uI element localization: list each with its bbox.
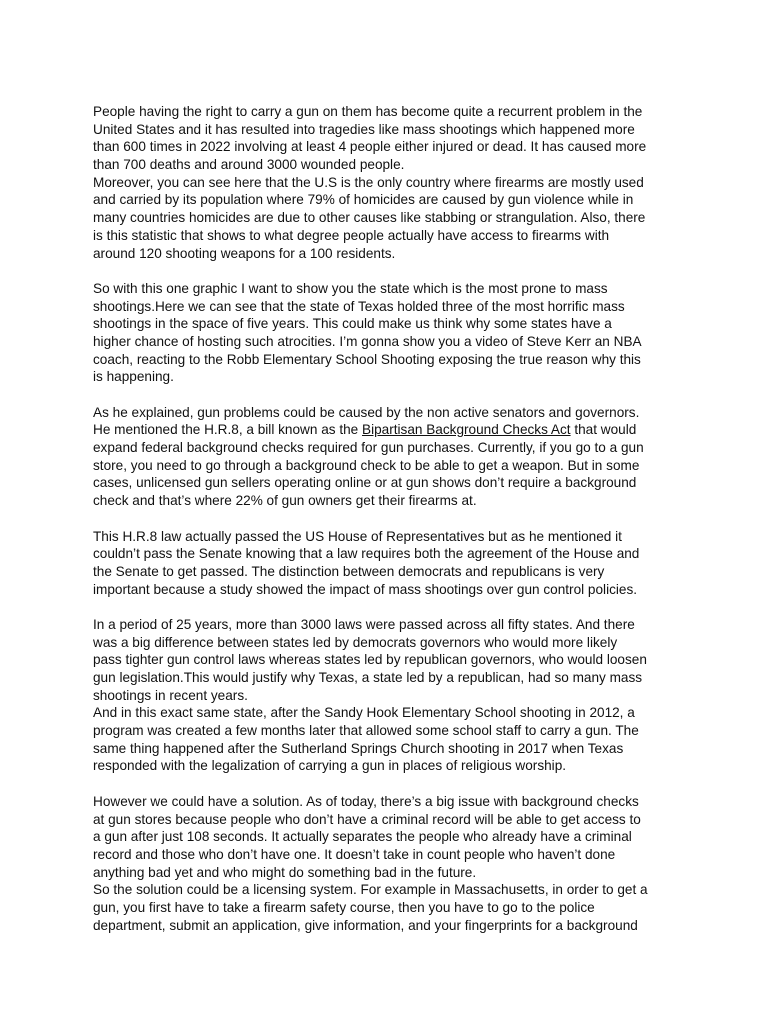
paragraph-gap [93, 598, 678, 616]
bipartisan-background-checks-act-link[interactable]: Bipartisan Background Checks Act [362, 422, 571, 438]
text-line: program was created a few months later that allowed some school staff to carry a gun. The [93, 723, 639, 739]
text-line: gun legislation.This would justify why Texas, a state led by a republican, had so many mass [93, 670, 643, 685]
text-line: record and those who don’t have one. It doesn’t take in count people who haven’t done [93, 846, 616, 862]
text-line: is happening. [93, 369, 174, 385]
paragraph-gap [93, 510, 678, 528]
text-line: and carried by its population where 79% of homicides are caused by gun violence while in [93, 192, 634, 208]
paragraph-gap [93, 386, 678, 404]
paragraph-licensing [93, 881, 678, 934]
text-line: People having the right to carry a gun on them has become quite a recurrent problem in the [93, 104, 643, 119]
text-line: shootings in the space of five years. This could make us think why some states have a [93, 316, 612, 332]
text-line: So the solution could be a licensing system. For example in Massachusetts, in order to get a [93, 882, 648, 898]
text-line: cases, unlicensed gun sellers operating online or at gun shows don’t require a background [93, 475, 637, 491]
text-line: coach, reacting to the Robb Elementary School Shooting exposing the true reason why this [93, 351, 641, 367]
text-line: responded with the legalization of carrying a gun in places of religious worship. [93, 758, 567, 774]
text-line-with-link [93, 421, 678, 439]
text-line: a gun after just 108 seconds. It actually separates the people who already have a criminal [93, 829, 632, 845]
text-line: important because a study showed the impact of mass shootings over gun control policies. [93, 581, 638, 597]
text-line: store, you need to go through a background check to be able to get a weapon. But in some [93, 457, 640, 473]
paragraph-hr8 [93, 404, 678, 510]
text-line: pass tighter gun control laws whereas states led by republican governors, who would loosen [93, 652, 647, 668]
text-line: Moreover, you can see here that the U.S is the only country where firearms are mostly used [93, 174, 644, 190]
paragraph-gap [93, 262, 678, 280]
paragraph-solution [93, 793, 678, 881]
text-line: the Senate to get passed. The distinction between democrats and republicans is very [93, 563, 605, 579]
text-line: check and that’s where 22% of gun owners get their firearms at. [93, 493, 477, 509]
text-line: expand federal background checks required for gun purchases. Currently, if you go to a gun [93, 440, 644, 456]
text-line: So with this one graphic I want to show you the state which is the most prone to mass [93, 280, 608, 296]
text-line: shootings.Here we can see that the state of Texas holded three of the most horrific mass [93, 298, 625, 314]
text-line: is this statistic that shows to what degree people actually have access to firearms with [93, 227, 610, 243]
text-line: higher chance of hosting such atrocities. I’m gonna show you a video of Steve Kerr an NBA [93, 333, 642, 349]
text-line: In a period of 25 years, more than 3000 laws were passed across all fifty states. And there [93, 616, 635, 632]
paragraph-intro [93, 103, 678, 174]
text-line: was a big difference between states led by democrats governors who would more likely [93, 634, 618, 650]
text-line: However we could have a solution. As of today, there’s a big issue with background checks [93, 793, 639, 809]
text-line: than 700 deaths and around 3000 wounded people. [93, 157, 405, 173]
text-line: shootings in recent years. [93, 687, 248, 703]
text-line: around 120 shooting weapons for a 100 residents. [93, 245, 396, 261]
paragraph-sandy-hook [93, 704, 678, 775]
paragraph-texas [93, 280, 678, 386]
text-line: And in this exact same state, after the Sandy Hook Elementary School shooting in 2012, a [93, 705, 635, 721]
paragraph-gap [93, 775, 678, 793]
text-line: gun, you first have to take a firearm safety course, then you have to go to the police [93, 899, 595, 915]
text-segment: that would [570, 422, 637, 438]
paragraph-homicides [93, 174, 678, 262]
text-line: anything bad yet and who might do something bad in the future. [93, 864, 477, 880]
text-line: same thing happened after the Sutherland Springs Church shooting in 2017 when Texas [93, 740, 624, 756]
text-line: many countries homicides are due to other causes like stabbing or strangulation. Also, there [93, 210, 646, 226]
document-page [93, 103, 678, 934]
text-line: United States and it has resulted into tragedies like mass shootings which happened more [93, 121, 635, 137]
text-line: at gun stores because people who don’t have a criminal record will be able to get access to [93, 811, 641, 827]
text-line: As he explained, gun problems could be caused by the non active senators and governors. [93, 404, 640, 420]
text-line: couldn’t pass the Senate knowing that a law requires both the agreement of the House and [93, 546, 640, 562]
text-line: department, submit an application, give information, and your fingerprints for a background [93, 917, 638, 933]
text-segment: He mentioned the H.R.8, a bill known as the [93, 422, 363, 438]
paragraph-laws [93, 616, 678, 704]
text-line: than 600 times in 2022 involving at least 4 people either injured or dead. It has caused more [93, 139, 647, 155]
text-line: This H.R.8 law actually passed the US House of Representatives but as he mentioned it [93, 528, 622, 544]
paragraph-senate [93, 528, 678, 599]
